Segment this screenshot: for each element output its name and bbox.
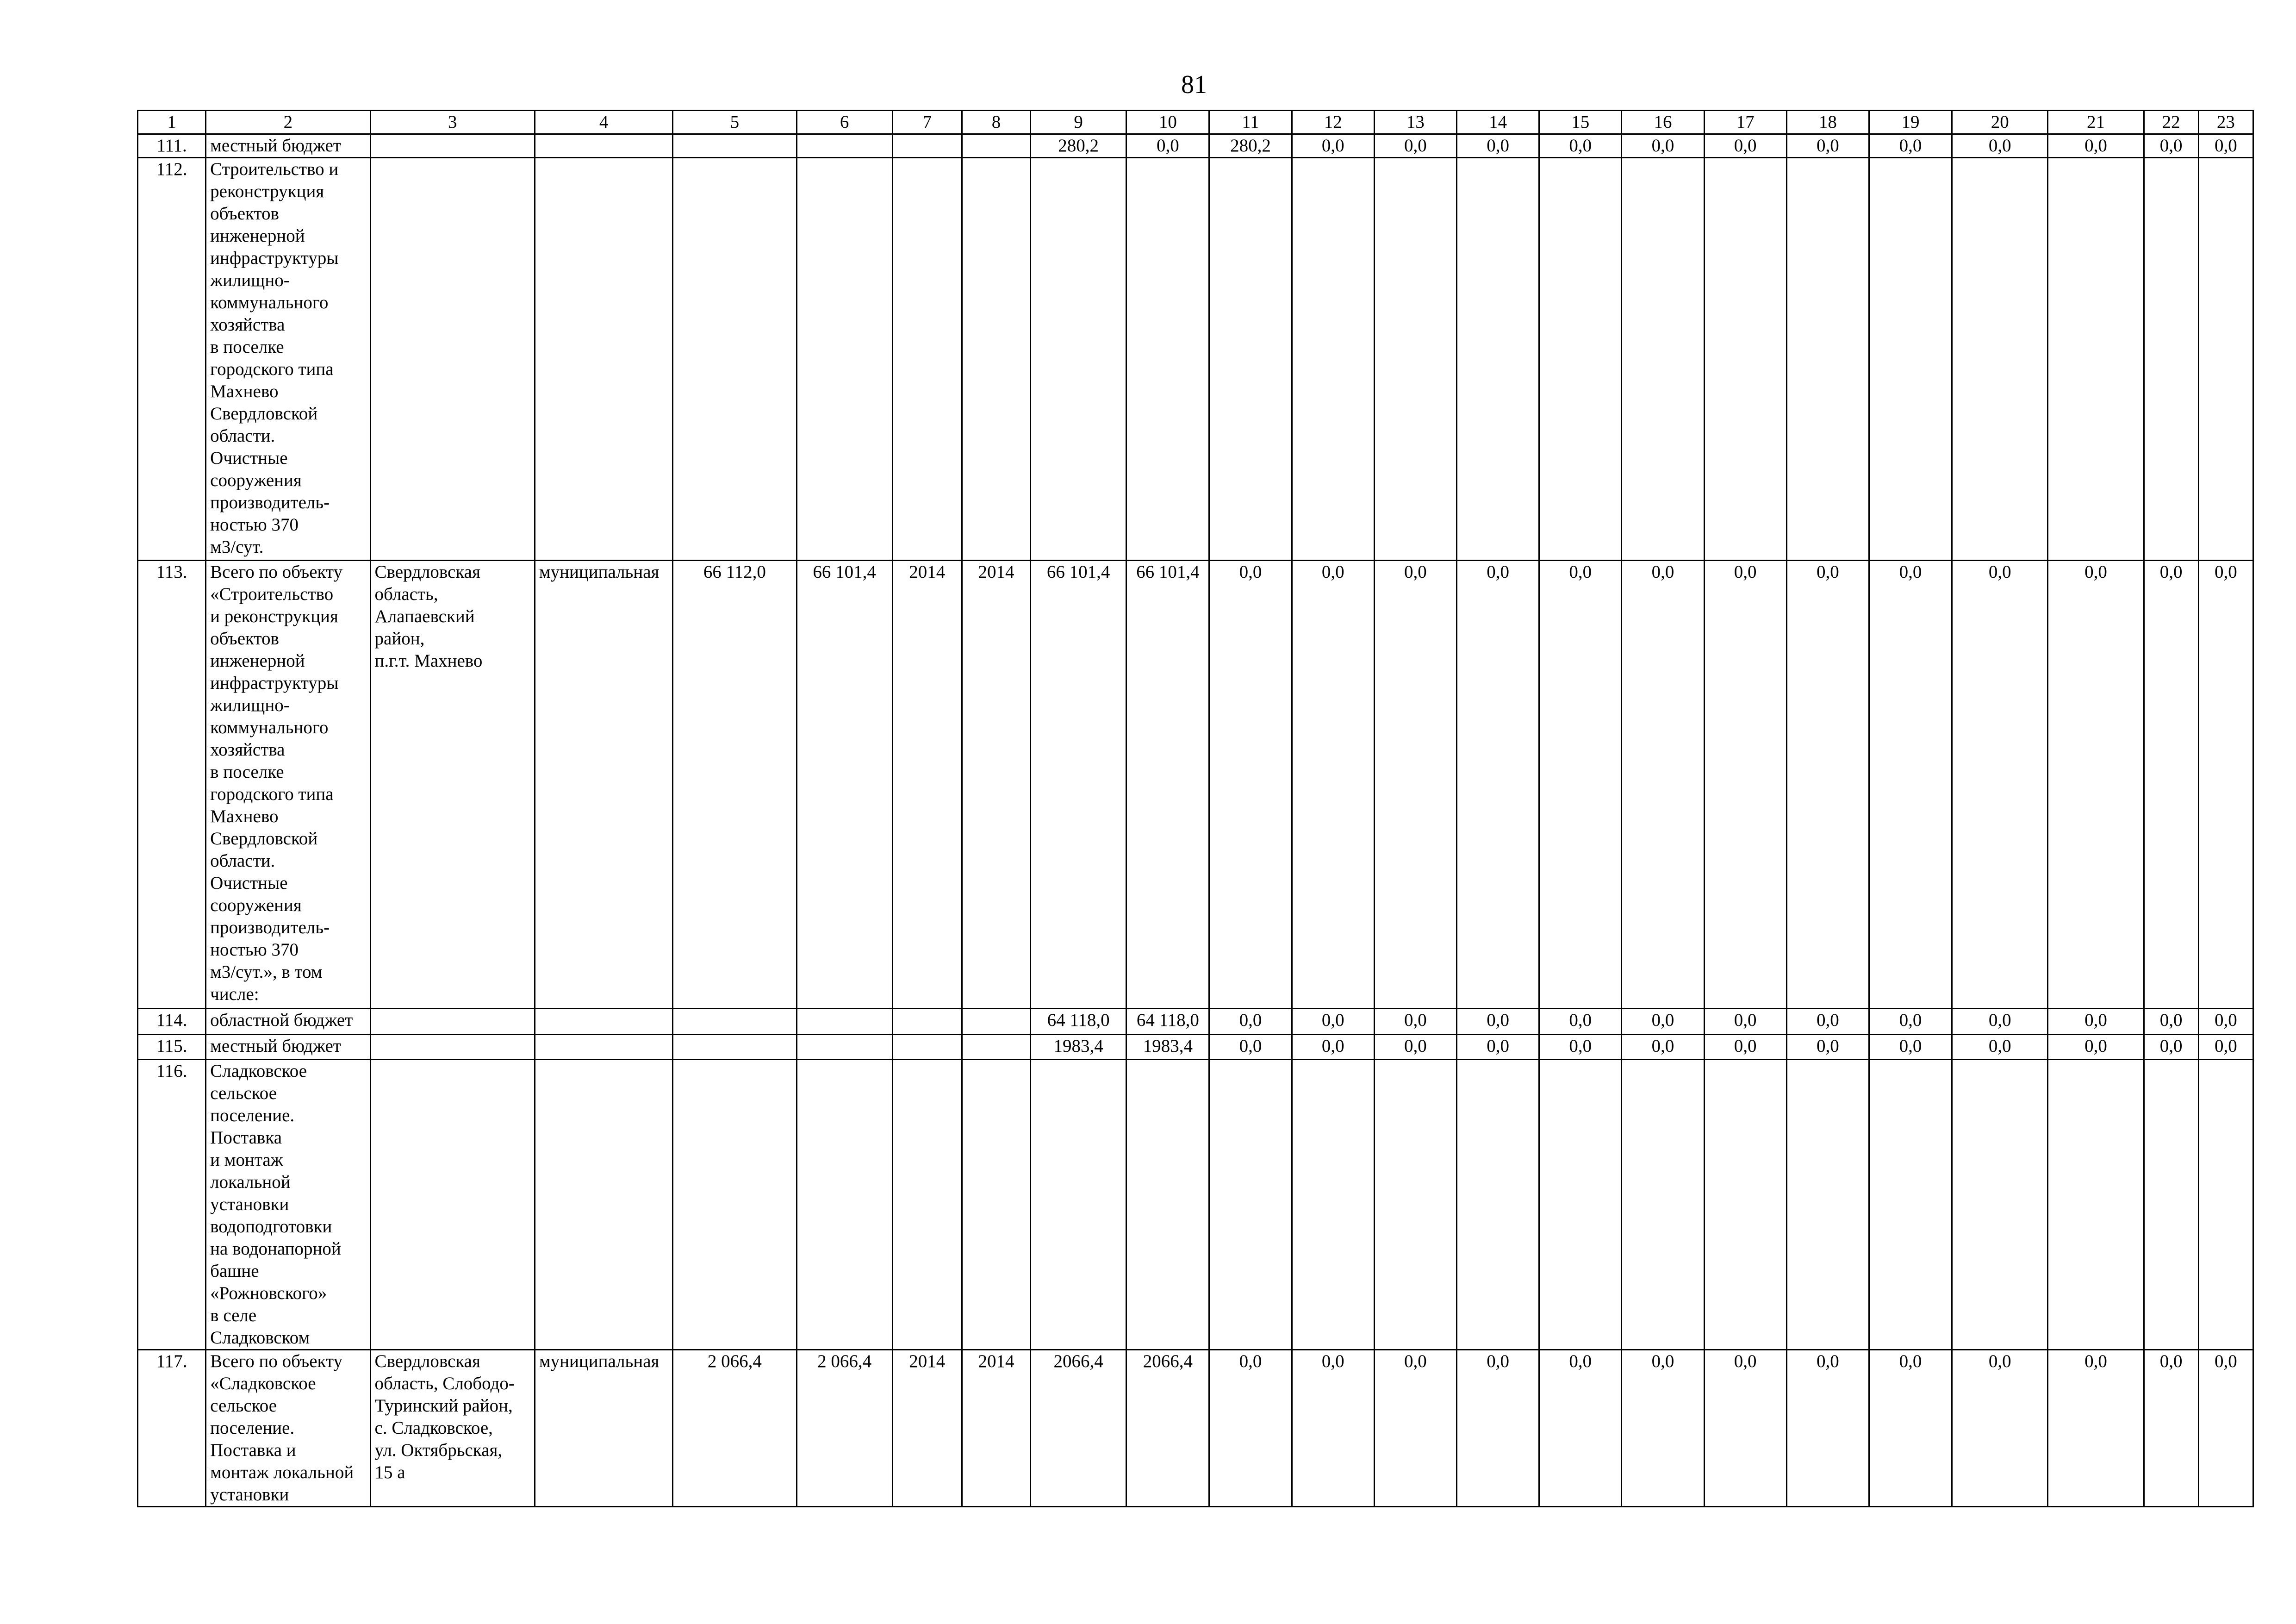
table-cell: 0,0 <box>1374 561 1456 1009</box>
table-cell: 0,0 <box>1786 134 1869 158</box>
table-cell: 0,0 <box>2144 561 2198 1009</box>
table-cell <box>1622 158 1704 561</box>
table-cell <box>2144 1060 2198 1350</box>
table-cell: 0,0 <box>2144 1350 2198 1507</box>
column-header: 9 <box>1031 111 1126 134</box>
table-cell: 0,0 <box>1209 1035 1292 1060</box>
column-header: 4 <box>535 111 672 134</box>
table-cell: 0,0 <box>1457 134 1539 158</box>
table-cell: 0,0 <box>1622 134 1704 158</box>
row-name: Сладковское сельское поселение. Поставка и монтаж локальной установки водоподготовки на водонапорной башне «Рожновского» в селе Сладковском <box>206 1060 370 1350</box>
row-number: 115. <box>138 1035 206 1060</box>
table-cell <box>1786 1060 1869 1350</box>
table-cell <box>1869 1060 1952 1350</box>
row-number: 111. <box>138 134 206 158</box>
table-cell <box>796 1060 892 1350</box>
column-header: 17 <box>1704 111 1786 134</box>
column-header: 8 <box>962 111 1030 134</box>
table-cell: 0,0 <box>1292 1350 1374 1507</box>
table-cell: 0,0 <box>2198 1035 2253 1060</box>
table-cell <box>2144 158 2198 561</box>
table-cell: 0,0 <box>1374 1350 1456 1507</box>
data-table <box>137 110 2254 1507</box>
table-cell: 280,2 <box>1209 134 1292 158</box>
column-header: 15 <box>1539 111 1622 134</box>
row-number: 117. <box>138 1350 206 1507</box>
table-cell: 0,0 <box>1457 561 1539 1009</box>
table-cell <box>673 1035 796 1060</box>
table-cell: 66 101,4 <box>796 561 892 1009</box>
table-cell <box>796 134 892 158</box>
table-cell: 2014 <box>892 1350 962 1507</box>
row-location <box>370 1009 535 1035</box>
table-row <box>138 158 2253 561</box>
table-cell: 0,0 <box>1704 134 1786 158</box>
row-number: 113. <box>138 561 206 1009</box>
row-location <box>370 1035 535 1060</box>
table-cell <box>1869 158 1952 561</box>
column-header: 14 <box>1457 111 1539 134</box>
table-cell <box>892 158 962 561</box>
table-cell <box>1374 158 1456 561</box>
column-header: 23 <box>2198 111 2253 134</box>
table-cell: 0,0 <box>1622 1009 1704 1035</box>
table-cell <box>1622 1060 1704 1350</box>
table-cell: 2014 <box>892 561 962 1009</box>
table-cell: 0,0 <box>1869 561 1952 1009</box>
table-cell <box>1786 158 1869 561</box>
row-location: Свердловская область, Слободо- Туринский район, с. Сладковское, ул. Октябрьская, 15 а <box>370 1350 535 1507</box>
table-cell: 0,0 <box>2048 1009 2144 1035</box>
table-cell <box>1457 158 1539 561</box>
table-cell: 2014 <box>962 561 1030 1009</box>
table-cell: 0,0 <box>1704 1035 1786 1060</box>
table-cell: 0,0 <box>1786 561 1869 1009</box>
column-header: 13 <box>1374 111 1456 134</box>
row-ownership: муниципальная <box>535 1350 672 1507</box>
table-cell <box>796 158 892 561</box>
table-cell: 0,0 <box>1374 1035 1456 1060</box>
table-cell <box>1952 158 2048 561</box>
table-row <box>138 1060 2253 1350</box>
table-cell: 0,0 <box>1292 134 1374 158</box>
row-number: 116. <box>138 1060 206 1350</box>
table-cell: 0,0 <box>1704 561 1786 1009</box>
table-cell: 0,0 <box>1539 1035 1622 1060</box>
table-cell: 0,0 <box>1869 134 1952 158</box>
table-cell: 2 066,4 <box>796 1350 892 1507</box>
table-cell: 0,0 <box>1704 1350 1786 1507</box>
table-cell: 0,0 <box>1457 1035 1539 1060</box>
table-cell <box>2048 1060 2144 1350</box>
table-cell: 0,0 <box>1952 1350 2048 1507</box>
table-cell <box>1539 1060 1622 1350</box>
table-cell <box>2198 1060 2253 1350</box>
table-cell: 0,0 <box>1786 1035 1869 1060</box>
table-cell: 0,0 <box>2048 134 2144 158</box>
table-cell: 0,0 <box>2198 1350 2253 1507</box>
column-header: 12 <box>1292 111 1374 134</box>
table-cell: 66 112,0 <box>673 561 796 1009</box>
table-cell: 0,0 <box>2198 1009 2253 1035</box>
table-cell <box>796 1035 892 1060</box>
table-cell: 0,0 <box>1374 1009 1456 1035</box>
table-cell: 0,0 <box>1539 561 1622 1009</box>
row-location <box>370 158 535 561</box>
row-number: 112. <box>138 158 206 561</box>
table-cell <box>1539 158 1622 561</box>
table-row <box>138 1009 2253 1035</box>
header-row <box>138 111 2253 134</box>
table-cell <box>962 1060 1030 1350</box>
table-cell: 0,0 <box>1457 1009 1539 1035</box>
table-cell <box>1031 158 1126 561</box>
table-cell: 0,0 <box>1292 1009 1374 1035</box>
row-location <box>370 134 535 158</box>
table-cell: 0,0 <box>1869 1350 1952 1507</box>
table-cell: 0,0 <box>1622 561 1704 1009</box>
table-cell: 0,0 <box>1952 1009 2048 1035</box>
table-cell <box>2198 158 2253 561</box>
column-header: 6 <box>796 111 892 134</box>
column-header: 1 <box>138 111 206 134</box>
column-header: 3 <box>370 111 535 134</box>
row-name: Строительство и реконструкция объектов инженерной инфраструктуры жилищно- коммунального хозяйства в поселке городского типа Махнево Свердловской области. Очистные сооружения производитель- ностью 370 м3/сут. <box>206 158 370 561</box>
table-cell <box>1031 1060 1126 1350</box>
page-number: 81 <box>1181 70 1207 99</box>
table-cell: 0,0 <box>1622 1350 1704 1507</box>
column-header: 19 <box>1869 111 1952 134</box>
table-cell: 0,0 <box>1622 1035 1704 1060</box>
column-header: 2 <box>206 111 370 134</box>
table-row <box>138 1350 2253 1507</box>
table-cell: 66 101,4 <box>1126 561 1209 1009</box>
table-cell <box>1374 1060 1456 1350</box>
table-cell <box>1292 158 1374 561</box>
column-header: 5 <box>673 111 796 134</box>
table-cell: 0,0 <box>1786 1009 1869 1035</box>
table-cell: 0,0 <box>1952 561 2048 1009</box>
table-cell: 0,0 <box>1952 1035 2048 1060</box>
table-cell: 2 066,4 <box>673 1350 796 1507</box>
table-cell <box>892 1009 962 1035</box>
table-cell <box>892 1060 962 1350</box>
row-ownership <box>535 1035 672 1060</box>
table-row <box>138 1035 2253 1060</box>
table-cell: 0,0 <box>2048 561 2144 1009</box>
table-cell: 0,0 <box>1374 134 1456 158</box>
table-cell <box>1457 1060 1539 1350</box>
column-header: 11 <box>1209 111 1292 134</box>
table-cell: 0,0 <box>1539 134 1622 158</box>
column-header: 16 <box>1622 111 1704 134</box>
table-cell <box>1126 158 1209 561</box>
table-cell: 1983,4 <box>1126 1035 1209 1060</box>
table-cell: 0,0 <box>2198 561 2253 1009</box>
table-cell: 2066,4 <box>1126 1350 1209 1507</box>
table-cell: 0,0 <box>1209 1009 1292 1035</box>
row-number: 114. <box>138 1009 206 1035</box>
table-cell: 0,0 <box>1869 1035 1952 1060</box>
table-cell <box>1209 158 1292 561</box>
row-ownership <box>535 158 672 561</box>
row-name: Всего по объекту «Строительство и реконструкция объектов инженерной инфраструктуры жилищно- коммунального хозяйства в поселке городского типа Махнево Свердловской области. Очистные сооружения производитель- ностью 370 м3/сут.», в том числе: <box>206 561 370 1009</box>
table-cell <box>673 134 796 158</box>
table-cell: 0,0 <box>1126 134 1209 158</box>
table-cell <box>1704 158 1786 561</box>
column-header: 7 <box>892 111 962 134</box>
table-cell <box>892 1035 962 1060</box>
table-cell: 0,0 <box>1704 1009 1786 1035</box>
table-cell: 0,0 <box>2144 1009 2198 1035</box>
table-cell <box>1292 1060 1374 1350</box>
table-cell <box>1704 1060 1786 1350</box>
table-cell: 0,0 <box>2048 1035 2144 1060</box>
table-cell <box>796 1009 892 1035</box>
row-name: Всего по объекту «Сладковское сельское поселение. Поставка и монтаж локальной установки <box>206 1350 370 1507</box>
table-cell: 0,0 <box>2144 134 2198 158</box>
table-cell <box>673 1009 796 1035</box>
column-header: 20 <box>1952 111 2048 134</box>
table-cell: 0,0 <box>1869 1009 1952 1035</box>
row-ownership: муниципальная <box>535 561 672 1009</box>
table-cell <box>1126 1060 1209 1350</box>
table-cell <box>962 1009 1030 1035</box>
table-cell: 2066,4 <box>1031 1350 1126 1507</box>
table-cell <box>1952 1060 2048 1350</box>
row-location: Свердловская область, Алапаевский район, п.г.т. Махнево <box>370 561 535 1009</box>
table-cell: 1983,4 <box>1031 1035 1126 1060</box>
table-cell: 66 101,4 <box>1031 561 1126 1009</box>
table-cell <box>2048 158 2144 561</box>
column-header: 22 <box>2144 111 2198 134</box>
column-header: 10 <box>1126 111 1209 134</box>
row-name: местный бюджет <box>206 1035 370 1060</box>
table-cell: 0,0 <box>1457 1350 1539 1507</box>
row-ownership <box>535 1060 672 1350</box>
column-header: 21 <box>2048 111 2144 134</box>
table-cell <box>1209 1060 1292 1350</box>
row-ownership <box>535 134 672 158</box>
table-cell <box>962 134 1030 158</box>
table-cell: 64 118,0 <box>1126 1009 1209 1035</box>
row-ownership <box>535 1009 672 1035</box>
table-cell: 0,0 <box>1786 1350 1869 1507</box>
table-cell: 0,0 <box>1209 561 1292 1009</box>
column-header: 18 <box>1786 111 1869 134</box>
table-cell: 0,0 <box>1292 1035 1374 1060</box>
row-name: местный бюджет <box>206 134 370 158</box>
table-cell: 280,2 <box>1031 134 1126 158</box>
table-cell <box>962 1035 1030 1060</box>
table-cell: 2014 <box>962 1350 1030 1507</box>
table-row <box>138 134 2253 158</box>
table-cell <box>962 158 1030 561</box>
table-cell: 0,0 <box>1539 1350 1622 1507</box>
table-cell: 0,0 <box>2144 1035 2198 1060</box>
table-cell: 64 118,0 <box>1031 1009 1126 1035</box>
table-cell: 0,0 <box>1209 1350 1292 1507</box>
table-cell: 0,0 <box>2048 1350 2144 1507</box>
row-name: областной бюджет <box>206 1009 370 1035</box>
table-cell: 0,0 <box>2198 134 2253 158</box>
table-cell <box>673 1060 796 1350</box>
table-cell: 0,0 <box>1952 134 2048 158</box>
table-row <box>138 561 2253 1009</box>
table-cell <box>892 134 962 158</box>
row-location <box>370 1060 535 1350</box>
table-cell <box>673 158 796 561</box>
table-cell: 0,0 <box>1539 1009 1622 1035</box>
table-cell: 0,0 <box>1292 561 1374 1009</box>
